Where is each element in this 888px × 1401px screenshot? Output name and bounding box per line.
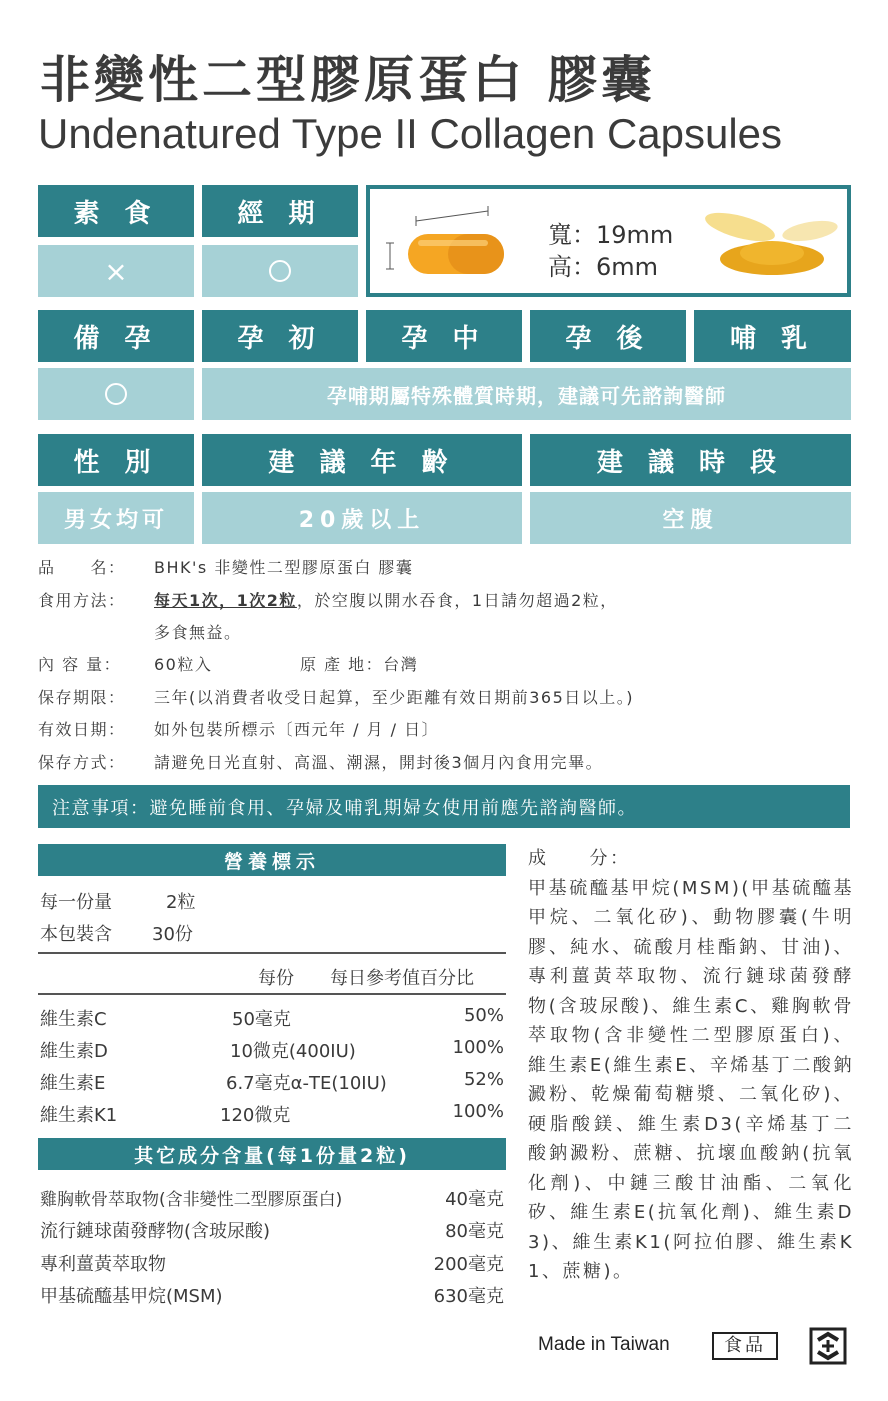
product-name-label: 品 名： xyxy=(38,558,126,577)
nutrition-title: 營養標示 xyxy=(38,844,506,876)
usage-instructions: ，於空腹以開水吞食，1日請勿超過2粒， xyxy=(296,591,618,610)
nutrient-daily-value: 50% xyxy=(463,1005,504,1026)
storage-label: 保存方式： xyxy=(38,753,126,772)
expiry-value: 如外包裝所標示〔西元年 / 月 / 日〕 xyxy=(154,720,440,739)
capsule-icon xyxy=(378,197,548,287)
shelf-life-label: 保存期限： xyxy=(38,688,126,707)
product-title-en: Undenatured Type II Collagen Capsules xyxy=(38,110,783,157)
other-ingredient-name: 甲基硫醯基甲烷(MSM) xyxy=(40,1286,223,1307)
column-per-serving: 每份 xyxy=(258,968,294,989)
other-ingredient-amount: 200毫克 xyxy=(433,1254,504,1275)
product-name-row xyxy=(38,555,413,578)
nutrition-divider xyxy=(38,993,506,995)
storage-value: 請避免日光直射、高溫、潮濕，開封後3個月內食用完畢。 xyxy=(154,753,604,772)
turmeric-powder-icon xyxy=(700,209,845,279)
other-ingredient-amount: 630毫克 xyxy=(433,1286,504,1307)
origin-value: 台灣 xyxy=(383,655,419,674)
age-header: 建 議 年 齡 xyxy=(202,434,522,486)
content-value: 60粒入 xyxy=(154,655,213,674)
shelf-life-row xyxy=(38,685,634,708)
nutrient-amount: 120微克 xyxy=(220,1105,291,1126)
other-ingredient-amount: 80毫克 xyxy=(445,1221,504,1242)
origin-label: 原 產 地： xyxy=(300,655,384,674)
prep-pregnancy-value xyxy=(38,368,194,420)
capsule-height: 高：6mm xyxy=(548,253,659,281)
made-in-label: Made in Taiwan xyxy=(538,1334,670,1355)
breastfeeding-header: 哺 乳 xyxy=(694,310,851,362)
ingredients-block xyxy=(528,844,854,1287)
nutrient-name: 維生素D xyxy=(40,1041,108,1062)
servings-per-pack-label: 本包裝含 xyxy=(40,924,112,945)
expiry-label: 有效日期： xyxy=(38,720,126,739)
pregnancy-note: 孕哺期屬特殊體質時期，建議可先諮詢醫師 xyxy=(202,368,851,420)
other-ingredient-name: 專利薑黃萃取物 xyxy=(40,1254,166,1275)
late-pregnancy-header: 孕 後 xyxy=(530,310,686,362)
content-row xyxy=(38,652,212,675)
ingredients-text: 甲基硫醯基甲烷(MSM)(甲基硫醯基甲烷、二氧化矽)、動物膠囊(牛明膠、純水、硫酸月桂酯鈉、甘油)、專利薑黃萃取物、流行鏈球菌發酵物(含玻尿酸)、維生素C、雞胸軟骨萃取物(含非變性二型膠原蛋白)、維生素E(維生素E、辛烯基丁二酸鈉澱粉、乾燥葡萄糖漿、二氧化矽)、硬脂酸鎂、維生素D3(辛烯基丁二酸鈉澱粉、蔗糖、抗壞血酸鈉(抗氧化劑)、中鏈三酸甘油酯、二氧化矽、維生素E(抗氧化劑)、維生素D3)、維生素K1(阿拉伯膠、維生素K1、蔗糖)。 xyxy=(528,877,854,1282)
other-ingredients-title: 其它成分含量(每1份量2粒) xyxy=(38,1138,506,1170)
other-ingredient-name: 雞胸軟骨萃取物(含非變性二型膠原蛋白) xyxy=(40,1190,343,1210)
nutrient-amount: 50毫克 xyxy=(232,1009,291,1030)
vegan-header: 素 食 xyxy=(38,185,194,237)
column-daily-value: 每日參考值百分比 xyxy=(330,968,474,989)
notice-bar: 注意事項：避免睡前食用、孕婦及哺乳期婦女使用前應先諮詢醫師。 xyxy=(38,785,850,828)
prep-pregnancy-header: 備 孕 xyxy=(38,310,194,362)
nutrient-daily-value: 52% xyxy=(463,1069,504,1090)
food-badge: 食品 xyxy=(712,1332,778,1360)
age-value: 20歲以上 xyxy=(202,492,522,544)
period-ok-mark xyxy=(269,260,291,282)
other-ingredient-amount: 40毫克 xyxy=(445,1189,504,1210)
storage-row xyxy=(38,750,603,773)
vegan-value: × xyxy=(38,245,194,297)
capsule-size-box xyxy=(366,185,851,297)
prep-ok-mark xyxy=(105,383,127,405)
nutrient-name: 維生素K1 xyxy=(40,1105,118,1126)
ingredients-label: 成 分： xyxy=(528,848,631,869)
nutrient-daily-value: 100% xyxy=(452,1037,504,1058)
nutrition-divider xyxy=(38,952,506,954)
servings-per-pack-value: 30份 xyxy=(152,924,193,945)
serving-size-value: 2粒 xyxy=(166,892,196,913)
nutrient-daily-value: 100% xyxy=(452,1101,504,1122)
usage-dosage: 每天1次，1次2粒 xyxy=(154,591,297,610)
product-name-value: BHK's 非變性二型膠原蛋白 膠囊 xyxy=(154,558,414,577)
origin-row xyxy=(300,652,418,675)
content-label: 內 容 量： xyxy=(38,655,122,674)
gender-value: 男女均可 xyxy=(38,492,194,544)
usage-row xyxy=(38,588,618,611)
time-header: 建 議 時 段 xyxy=(530,434,851,486)
capsule-width: 寬：19mm xyxy=(548,221,674,249)
other-ingredient-name: 流行鏈球菌發酵物(含玻尿酸) xyxy=(40,1221,271,1242)
expiry-row xyxy=(38,717,439,740)
product-title-zh: 非變性二型膠原蛋白 膠囊 xyxy=(40,51,656,109)
nutrient-name: 維生素E xyxy=(40,1073,106,1094)
time-value: 空腹 xyxy=(530,492,851,544)
nutrient-name: 維生素C xyxy=(40,1009,107,1030)
serving-size-label: 每一份量 xyxy=(40,892,112,913)
recycle-icon xyxy=(808,1326,848,1366)
usage-warning: 多食無益。 xyxy=(154,623,242,642)
nutrient-amount: 6.7毫克α-TE(10IU) xyxy=(226,1073,387,1094)
early-pregnancy-header: 孕 初 xyxy=(202,310,358,362)
shelf-life-value: 三年(以消費者收受日起算，至少距離有效日期前365日以上。) xyxy=(154,688,635,707)
nutrient-amount: 10微克(400IU) xyxy=(230,1041,356,1062)
gender-header: 性 別 xyxy=(38,434,194,486)
usage-label: 食用方法： xyxy=(38,591,126,610)
mid-pregnancy-header: 孕 中 xyxy=(366,310,522,362)
period-value xyxy=(202,245,358,297)
period-header: 經 期 xyxy=(202,185,358,237)
